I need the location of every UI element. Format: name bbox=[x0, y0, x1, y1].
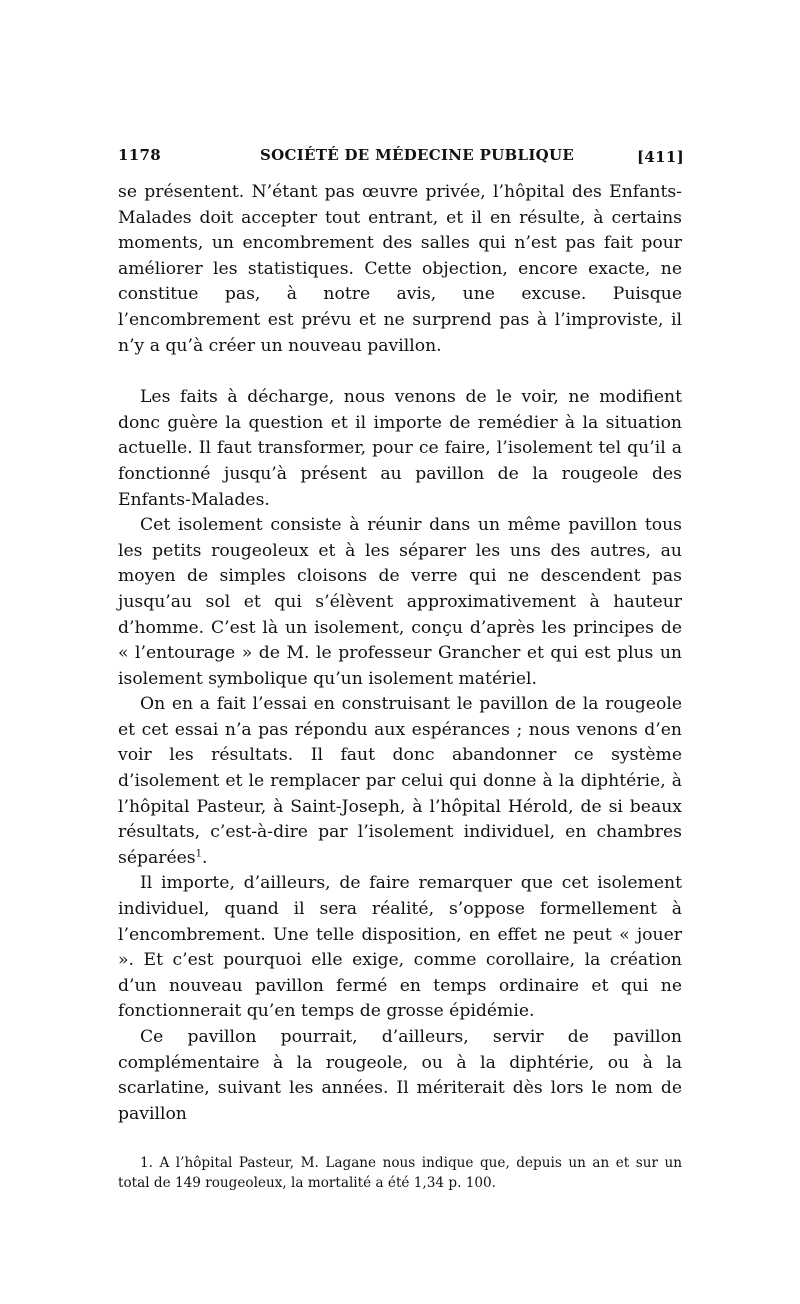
book-page bbox=[118, 146, 682, 1193]
issue-number: [411] bbox=[636, 148, 684, 166]
paragraph: Ce pavillon pourrait, d’ailleurs, servir de pavillon complémentaire à la rougeole, ou à la diphtérie, ou à la scarlatine, suivant les années. Il mériterait dès lors le nom de pavillon bbox=[118, 1027, 682, 1124]
paragraph: Cet isolement consiste à réunir dans un même pavillon tous les petits rougeoleux et à les séparer les uns des autres, au moyen de simples cloisons de verre qui ne descendent pas jusqu’au sol et qui s’élèvent approximativement à hauteur d’homme. C’est là un isolement, conçu d’après les principes de « l’entourage » de M. le professeur Grancher et qui est plus un isolement symbolique qu’un isolement matériel. bbox=[118, 515, 682, 689]
paragraph: Il importe, d’ailleurs, de faire remarquer que cet isolement individuel, quand il sera réalité, s’oppose formellement à l’encombrement. Une telle disposition, en effet ne peut « jouer ». Et c’est pourquoi elle exige, comme corollaire, la création d’un nouveau pavillon fermé en temps ordinaire et qui ne fonctionnerait qu’en temps de grosse épidémie. bbox=[118, 873, 682, 1022]
paragraph bbox=[118, 692, 682, 871]
page-number: 1178 bbox=[118, 146, 161, 164]
paragraph-continuation: se présentent. N’étant pas œuvre privée, l’hôpital des Enfants-Malades doit accepter tout entrant, et il en résulte, à certains moments, un encombrement des salles qui n’est pas fait pour améliorer les statistiques. Cette objection, encore exacte, ne constitue pas, à notre avis, une excuse. Puisque l’encombrement est prévu et ne surprend pas à l’improviste, il n’y a qu’à créer un nouveau pavillon. bbox=[118, 182, 682, 356]
paragraph-text: On en a fait l’essai en construisant le pavillon de la rougeole et cet essai n’a pas répondu aux espérances ; nous venons d’en voir les résultats. Il faut donc abandonner ce système d’isolement et le remplacer par celui qui donne à la diphtérie, à l’hôpital Pasteur, à Saint-Joseph, à l’hôpital Hérold, de si beaux résultats, c’est-à-dire par l’isolement individuel, en chambres séparées bbox=[118, 694, 682, 868]
journal-title: SOCIÉTÉ DE MÉDECINE PUBLIQUE bbox=[260, 146, 575, 164]
footnote: 1. A l’hôpital Pasteur, M. Lagane nous indique que, depuis un an et sur un total de 149 rougeoleux, la mortalité a été 1,34 p. 100. bbox=[118, 1155, 682, 1192]
footnote-reference[interactable]: 1 bbox=[195, 848, 202, 860]
paragraph: Les faits à décharge, nous venons de le voir, ne modifient donc guère la question et il importe de remédier à la situation actuelle. Il faut transformer, pour ce faire, l’isolement tel qu’il a fonctionné jusqu’à présent au pavillon de la rougeole des Enfants-Malades. bbox=[118, 387, 682, 510]
running-head bbox=[118, 146, 682, 172]
paragraph-end-punctuation: . bbox=[202, 847, 208, 868]
body-text bbox=[118, 180, 682, 1127]
